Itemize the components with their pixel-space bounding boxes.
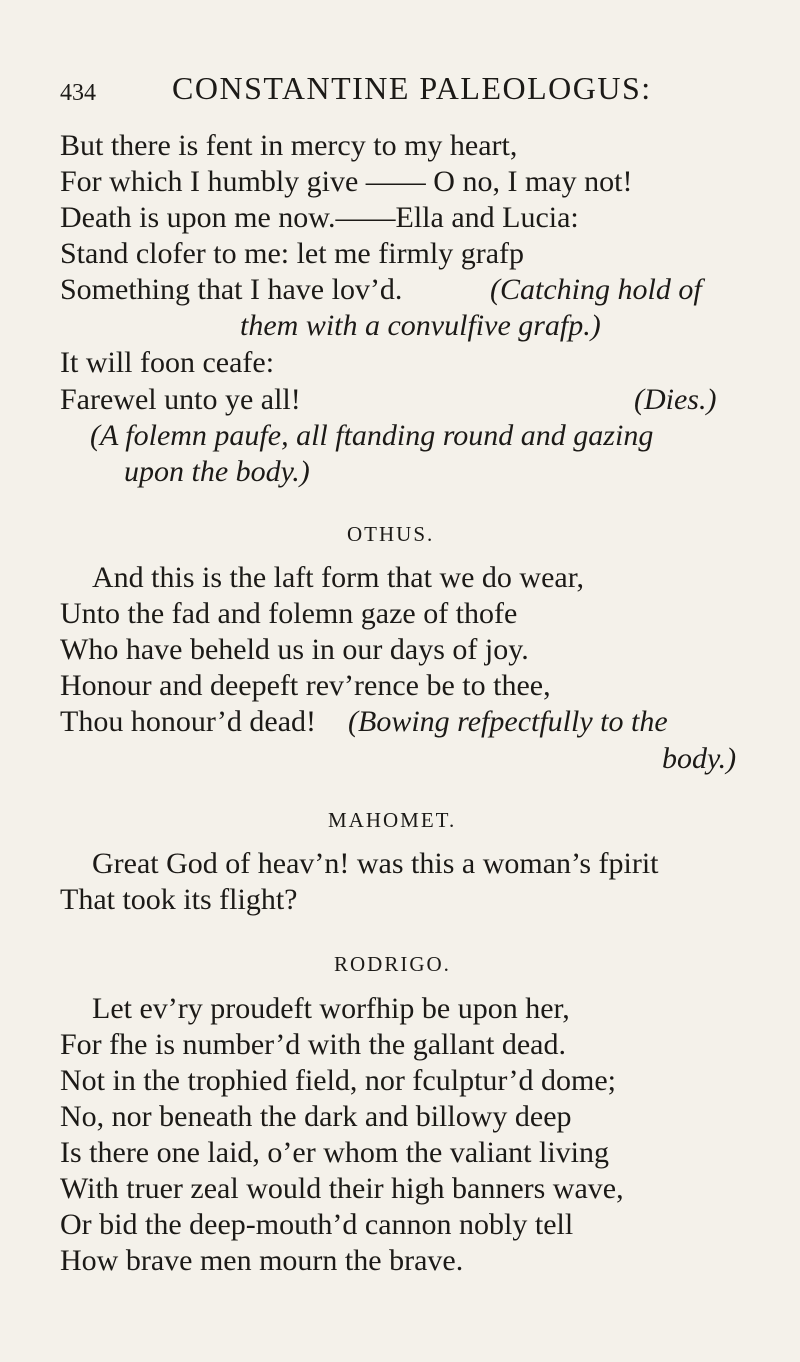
stage-direction: them with a convulfive grafp.) [240, 309, 601, 342]
stage-direction: (Catching hold of [490, 273, 702, 306]
verse-line: How brave men mourn the brave. [60, 1244, 464, 1277]
verse-line: Honour and deepeft rev’rence be to thee, [60, 669, 551, 702]
verse-line: It will foon ceafe: [60, 346, 275, 379]
verse-line: For which I humbly give —— O no, I may not! [60, 165, 633, 198]
page-header [60, 70, 760, 110]
verse-line: Unto the fad and folemn gaze of thofe [60, 597, 518, 630]
verse-line: Death is upon me now.——Ella and Lucia: [60, 201, 579, 234]
stage-direction: (Bowing refpectfully to the [348, 705, 668, 738]
stage-direction: upon the body.) [124, 455, 310, 488]
verse-line: Who have beheld us in our days of joy. [60, 633, 529, 666]
page-number: 434 [60, 80, 96, 106]
verse-line: Is there one laid, o’er whom the valiant living [60, 1136, 610, 1169]
verse-line: For fhe is number’d with the gallant dead. [60, 1028, 566, 1061]
running-title: CONSTANTINE PALEOLOGUS: [172, 70, 652, 106]
stage-direction: (Dies.) [634, 383, 717, 416]
verse-line: Farewel unto ye all! [60, 383, 301, 416]
verse-line: Something that I have lov’d. [60, 273, 403, 306]
stage-direction: (A folemn paufe, all ftanding round and gazing [90, 419, 654, 452]
verse-line: Great God of heav’n! was this a woman’s fpirit [92, 847, 659, 880]
verse-line: That took its flight? [60, 883, 298, 916]
verse-line: But there is fent in mercy to my heart, [60, 129, 518, 162]
speaker-name: RODRIGO. [334, 952, 451, 976]
verse-line: Let ev’ry proudeft worfhip be upon her, [92, 992, 570, 1025]
speaker-name: OTHUS. [347, 522, 435, 546]
speaker-name: MAHOMET. [328, 808, 457, 832]
verse-line: With truer zeal would their high banners wave, [60, 1172, 624, 1205]
stage-direction: body.) [662, 742, 737, 775]
verse-line: No, nor beneath the dark and billowy deep [60, 1100, 572, 1133]
verse-line: Not in the trophied field, nor fculptur’d dome; [60, 1064, 616, 1097]
verse-line: Or bid the deep-mouth’d cannon nobly tell [60, 1208, 574, 1241]
verse-line: And this is the laft form that we do wear, [92, 561, 585, 594]
verse-line: Stand clofer to me: let me firmly grafp [60, 237, 525, 270]
verse-line: Thou honour’d dead! [60, 705, 317, 738]
